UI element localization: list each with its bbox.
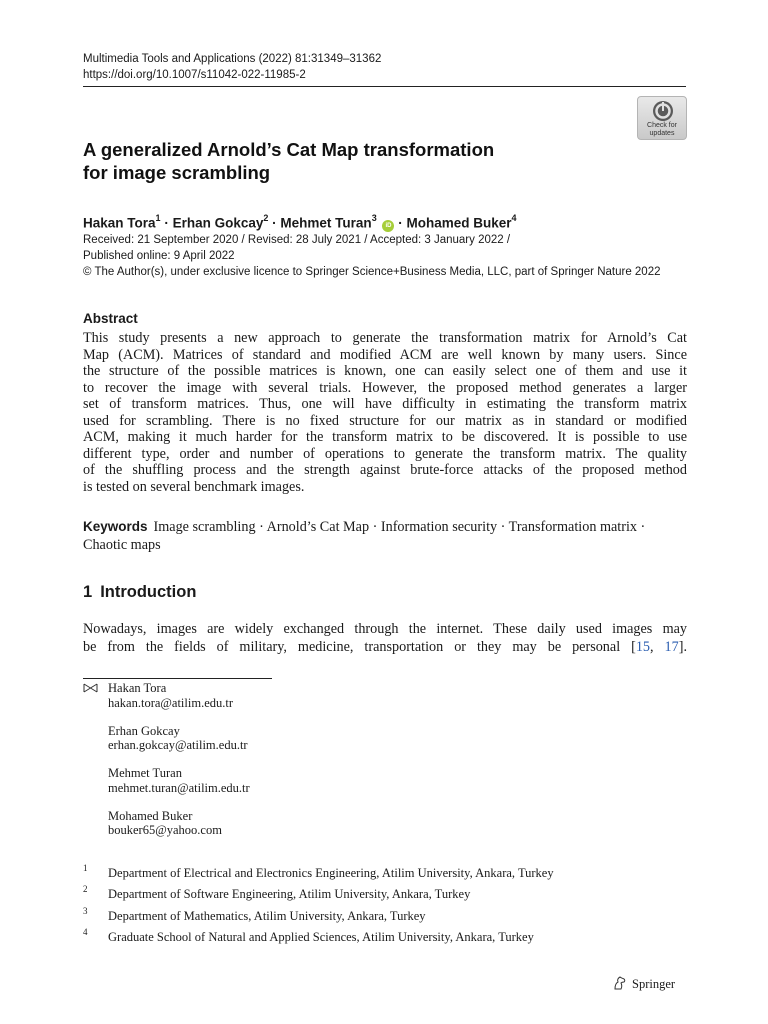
abstract-line: ACM, making it much harder for the transform matrix to be discovered. It is possible to use [83, 429, 687, 445]
check-for-updates-badge[interactable] [637, 96, 687, 140]
abstract-line: the structure of the possible matrices is known, one can easily select one of them and use it [83, 363, 687, 379]
intro-line-end: ]. [678, 639, 687, 655]
contact-name: Erhan Gokcay [108, 723, 180, 738]
dates-line: Published online: 9 April 2022 [83, 250, 235, 262]
abstract-line: to recover the image with several trials. However, the proposed method generates a larger [83, 379, 687, 396]
contact-entry [108, 809, 250, 838]
abstract-line: of the shuffling process and the strength against brute-force attacks of the proposed method [83, 462, 687, 478]
check-for-updates-icon [652, 100, 674, 122]
affiliation-text: Department of Electrical and Electronics Engineering, Atilim University, Ankara, Turkey [108, 866, 554, 880]
contact-email[interactable]: mehmet.turan@atilim.edu.tr [108, 780, 250, 795]
orcid-icon[interactable]: iD [382, 220, 394, 232]
author-list [83, 209, 517, 234]
affiliation-number: 1 [83, 863, 88, 873]
abstract-text [83, 330, 687, 495]
affiliation-marker: 2 [263, 213, 269, 223]
affiliation-number: 2 [83, 884, 88, 895]
author-separator: · [164, 215, 169, 231]
contact-entry [108, 681, 250, 710]
affiliation-marker: 3 [371, 213, 377, 223]
keywords-list: Image scrambling · Arnold’s Cat Map · Information security · Transformation matrix · Chaotic maps [83, 519, 646, 553]
affiliation-marker: 1 [155, 213, 161, 223]
title-line-2: for image scrambling [83, 162, 271, 183]
contact-email[interactable]: erhan.gokcay@atilim.edu.tr [108, 738, 248, 752]
correspondence-list [108, 681, 250, 851]
author-separator: · [398, 215, 403, 231]
author-name[interactable]: Mohamed Buker [406, 215, 512, 231]
header-divider [83, 86, 686, 87]
envelope-icon [83, 683, 98, 693]
affiliation-number: 3 [83, 905, 88, 916]
publisher-logo [612, 975, 675, 992]
affiliation-text: Department of Mathematics, Atilim University, Ankara, Turkey [108, 908, 426, 923]
doi-link[interactable]: https://doi.org/10.1007/s11042-022-11985-2 [83, 69, 306, 81]
citation-separator: , [650, 639, 665, 655]
keywords-block [83, 518, 687, 554]
dates-line: Received: 21 September 2020 / Revised: 28 July 2021 / Accepted: 3 January 2022 / [83, 234, 511, 246]
badge-label-line1: Check for [647, 122, 677, 129]
contact-entry [108, 724, 250, 753]
badge-label-line2: updates [649, 130, 675, 137]
badge-label [638, 122, 686, 138]
publisher-name: Springer [632, 977, 676, 991]
citation-link[interactable]: 17 [664, 639, 679, 655]
affiliation-text: Graduate School of Natural and Applied Sciences, Atilim University, Ankara, Turkey [108, 929, 534, 944]
journal-citation: Multimedia Tools and Applications (2022) 81:31349–31362 [83, 53, 382, 65]
affiliation-marker: 4 [511, 213, 517, 223]
contact-email[interactable]: hakan.tora@atilim.edu.tr [108, 695, 234, 710]
article-title [83, 138, 603, 184]
author-separator: · [272, 215, 277, 231]
abstract-line: different type, order and number of operations to generate the transform matrix. The quality [83, 445, 687, 462]
publication-dates [83, 232, 661, 280]
abstract-line: Map (ACM). Matrices of standard and modified ACM are well known by many users. Since [83, 346, 687, 363]
title-line-1: A generalized Arnold’s Cat Map transformation [83, 139, 495, 160]
intro-line [83, 638, 687, 656]
section-number: 1 [83, 583, 93, 601]
author-name[interactable]: Hakan Tora [83, 215, 156, 231]
intro-line-text: be from the fields of military, medicine, transportation or they may be personal [ [83, 639, 636, 655]
footnote-divider [83, 678, 272, 679]
contact-name: Hakan Tora [108, 681, 167, 695]
introduction-text [83, 620, 687, 656]
springer-horse-icon [612, 975, 628, 991]
abstract-line: set of transform matrices. Thus, one will have difficulty in estimating the transform matrix [83, 396, 687, 412]
abstract-line: is tested on several benchmark images. [83, 478, 305, 495]
intro-line: Nowadays, images are widely exchanged through the internet. These daily used images may [83, 621, 687, 637]
contact-email[interactable]: bouker65@yahoo.com [108, 823, 222, 837]
section-title: Introduction [100, 583, 197, 601]
abstract-heading: Abstract [83, 311, 138, 326]
contact-entry [108, 766, 250, 795]
affiliation-text: Department of Software Engineering, Atilim University, Ankara, Turkey [108, 887, 471, 902]
author-name[interactable]: Mehmet Turan [280, 215, 372, 231]
abstract-line: This study presents a new approach to generate the transformation matrix for Arnold’s Cat [83, 330, 687, 346]
copyright-line: © The Author(s), under exclusive licence to Springer Science+Business Media, LLC, part of Springer Nature 2022 [83, 266, 661, 278]
keywords-label: Keywords [83, 519, 148, 534]
section-heading-introduction [83, 583, 196, 602]
author-name[interactable]: Erhan Gokcay [172, 215, 264, 231]
contact-name: Mehmet Turan [108, 766, 182, 780]
affiliation-number: 4 [83, 926, 88, 937]
journal-header [83, 51, 381, 83]
abstract-line: used for scrambling. There is no fixed structure for our matrix as in standard or modified [83, 412, 687, 429]
citation-link[interactable]: 15 [635, 639, 651, 655]
contact-name: Mohamed Buker [108, 808, 193, 823]
